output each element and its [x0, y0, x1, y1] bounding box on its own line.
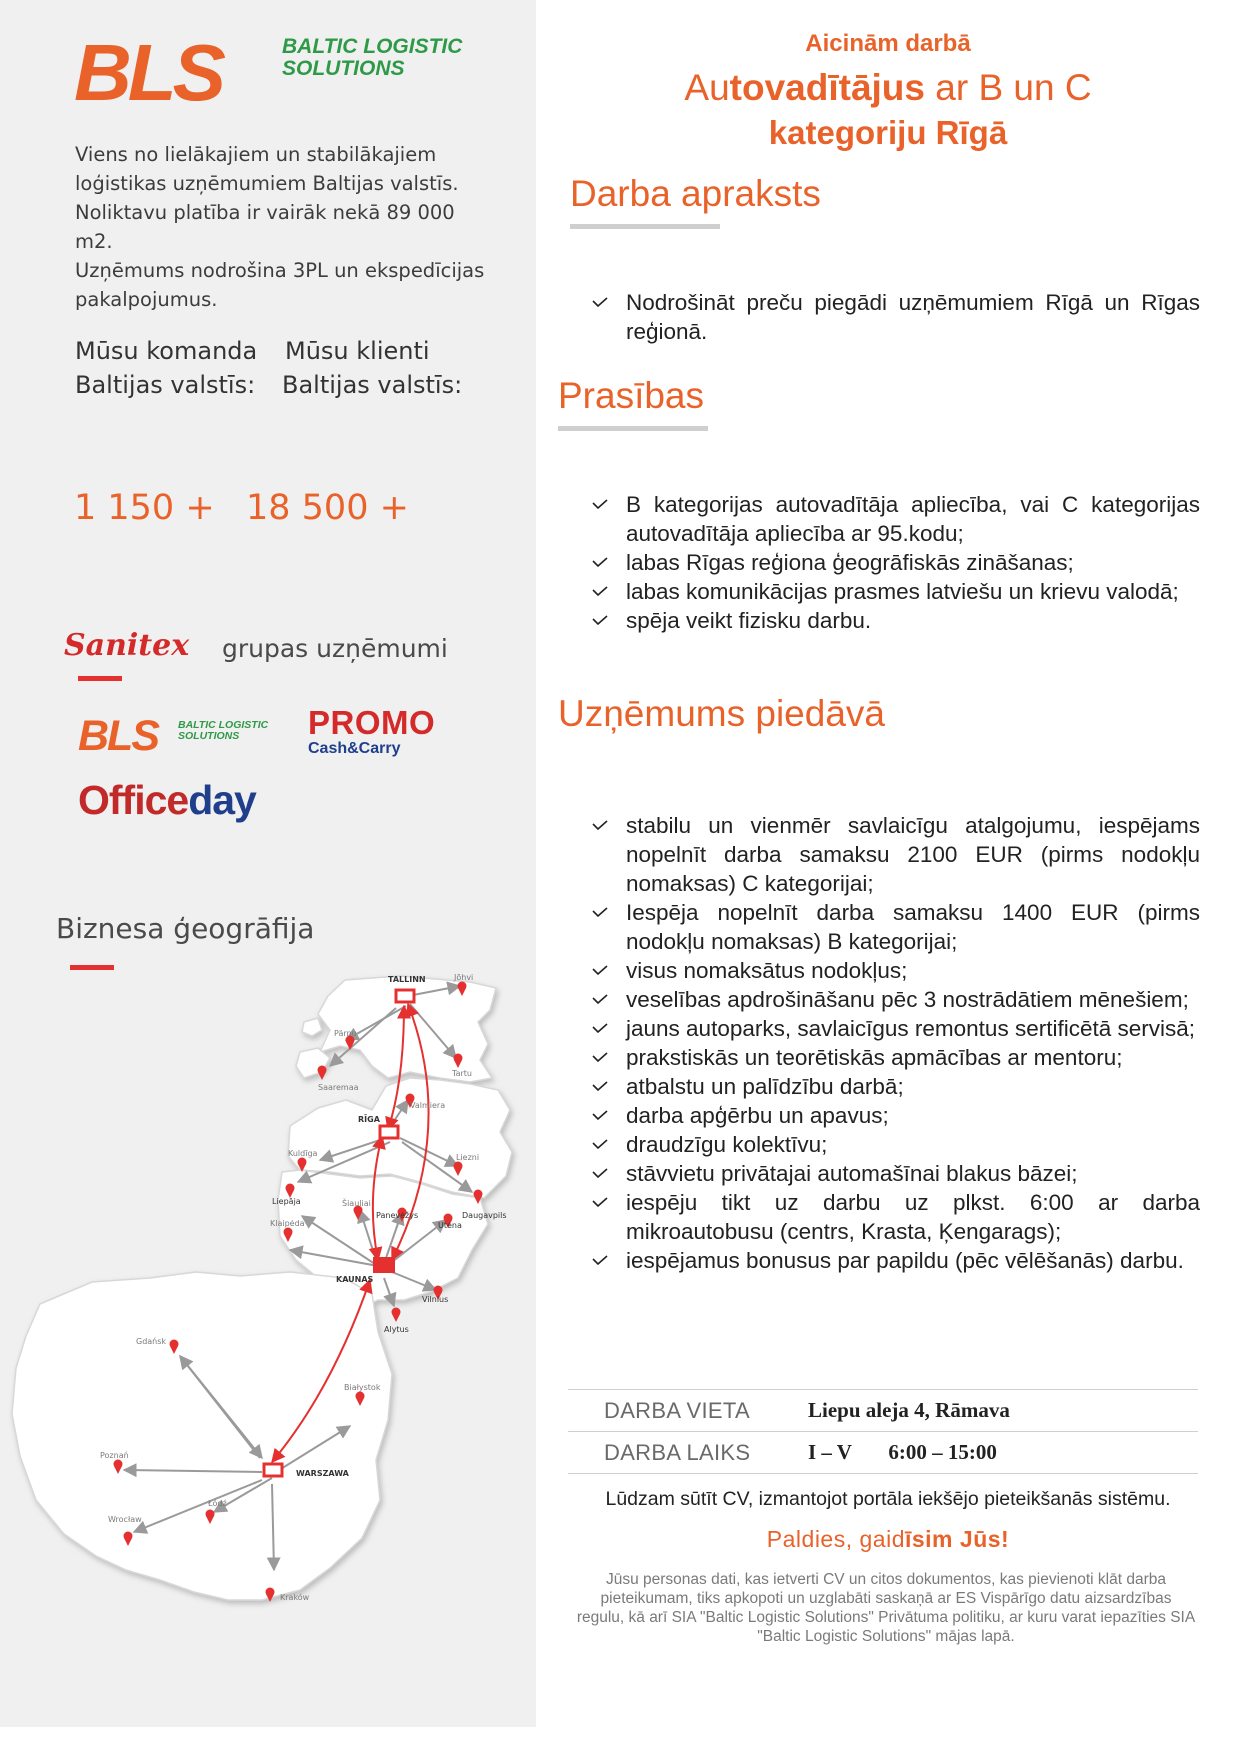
team-value: 1 150 +: [74, 488, 215, 528]
work-time-label: DARBA LAIKS: [604, 1439, 751, 1465]
bls-logo: [74, 28, 494, 117]
officeday-logo: [78, 776, 256, 824]
bls-small-name: [178, 720, 268, 742]
list-item: [590, 1130, 1200, 1159]
list-item: [590, 1101, 1200, 1130]
promo-logo: [308, 706, 448, 758]
position-subtitle: kategoriju Rīgā: [768, 114, 1008, 151]
bls-logo-mark: BLS: [74, 28, 222, 117]
map-label: Utena: [438, 1221, 462, 1230]
thanks-text: [536, 1526, 1240, 1553]
clients-label-line2: Baltijas valstīs:: [282, 371, 463, 399]
map-label: Kraków: [280, 1593, 310, 1602]
hiiumaa-shape: [302, 1018, 322, 1036]
map-label: Łódź: [208, 1499, 227, 1508]
list-item-text: darba apģērbu un apavus;: [626, 1103, 889, 1128]
list-item-text: labas Rīgas reģiona ģeogrāfiskās zināšanas;: [626, 550, 1074, 575]
check-icon: [592, 965, 608, 975]
map-label: Klaipėda: [270, 1219, 305, 1228]
list-item-text: labas komunikācijas prasmes latviešu un krievu valodā;: [626, 579, 1179, 604]
map-label: Pärnu: [334, 1029, 357, 1038]
bls-logo-name-line1: BALTIC LOGISTIC: [282, 35, 463, 58]
check-icon: [592, 1197, 608, 1207]
sanitex-logo: Sanitex: [64, 628, 190, 663]
map-label: Białystok: [344, 1383, 381, 1392]
check-icon: [592, 1139, 608, 1149]
bls-small-logo: [78, 714, 298, 758]
check-icon: [592, 1052, 608, 1062]
check-icon: [592, 994, 608, 1004]
map-label: Tartu: [452, 1069, 472, 1078]
check-icon: [592, 1168, 608, 1178]
officeday-logo-part1: Office: [78, 777, 189, 823]
company-intro: [75, 140, 495, 314]
list-item-text: visus nomaksātus nodokļus;: [626, 958, 908, 983]
list-item: [590, 1014, 1200, 1043]
list-item: [590, 956, 1200, 985]
bls-small-name-line2: SOLUTIONS: [178, 730, 240, 742]
position-title-part: tovadītājus: [729, 67, 925, 108]
list-item: [590, 1188, 1200, 1246]
clients-label: [282, 334, 462, 402]
group-text: grupas uzņēmumi: [222, 634, 448, 663]
list-item: [590, 1159, 1200, 1188]
list-item: [590, 490, 1200, 548]
map-label: Liepāja: [272, 1197, 301, 1206]
description-underline: [570, 224, 720, 229]
team-label: [75, 334, 257, 402]
thanks-text-part: Paldies, gaid: [766, 1526, 905, 1552]
map-label: Valmiera: [410, 1101, 446, 1110]
work-place-value: Liepu aleja 4, Rāmava: [808, 1398, 1010, 1422]
promo-logo-text: PROMO: [308, 704, 436, 741]
list-item: [590, 288, 1200, 346]
check-icon: [592, 820, 608, 830]
business-map: [0, 960, 536, 1640]
list-item-text: atbalstu un palīdzību darbā;: [626, 1074, 904, 1099]
officeday-logo-part2: day: [188, 777, 256, 823]
map-label: Poznań: [100, 1451, 129, 1460]
map-label: Liezni: [456, 1153, 480, 1162]
list-item-text: Nodrošināt preču piegādi uzņēmumiem Rīgā un Rīgas reģionā.: [626, 290, 1200, 344]
list-item-text: spēja veikt fizisku darbu.: [626, 608, 872, 633]
list-item: [590, 606, 1200, 635]
team-label-line2: Baltijas valstīs:: [75, 371, 256, 399]
check-icon: [592, 1023, 608, 1033]
list-item-text: veselības apdrošināšanu pēc 3 nostrādātiem mēnešiem;: [626, 987, 1189, 1012]
team-label-line1: Mūsu komanda: [75, 337, 258, 365]
list-item: [590, 1043, 1200, 1072]
check-icon: [592, 907, 608, 917]
list-item-text: iespēju tikt uz darbu uz plkst. 6:00 ar darba mikroautobusu (centrs, Krasta, Ķengarags);: [626, 1190, 1200, 1244]
pin-icon: [266, 1588, 275, 1603]
check-icon: [592, 1081, 608, 1091]
bls-logo-name: [282, 36, 462, 80]
table-row: [568, 1432, 1198, 1474]
list-item-text: draudzīgu kolektīvu;: [626, 1132, 828, 1157]
requirements-title: Prasības: [558, 375, 705, 416]
list-item: [590, 898, 1200, 956]
left-panel: [0, 0, 536, 1727]
map-label: Gdańsk: [136, 1337, 167, 1346]
map-label: Alytus: [384, 1325, 409, 1334]
list-item-text: stabilu un vienmēr savlaicīgu atalgojumu, iespējams nopelnīt darba samaksu 2100 EUR (pirms nodokļu nomaksas) C kategorijai;: [626, 813, 1200, 896]
intro-line: pakalpojumus.: [75, 288, 218, 311]
intro-line: Uzņēmums nodrošina 3PL un ekspedīcijas: [75, 259, 485, 282]
intro-line: Viens no lielākajiem un stabilākajiem: [75, 143, 437, 166]
hub-riga: [380, 1126, 398, 1138]
position-title-part: ar B un C: [925, 67, 1092, 108]
promo-logo-subtext: Cash&Carry: [308, 740, 401, 757]
work-place-label: DARBA VIETA: [604, 1397, 750, 1423]
list-item: [590, 548, 1200, 577]
hub-tallinn: [396, 990, 414, 1002]
list-item-text: B kategorijas autovadītāja apliecība, vai C kategorijas autovadītāja apliecība ar 95.kodu;: [626, 492, 1200, 546]
position-title: [536, 64, 1240, 112]
map-label: WARSZAWA: [296, 1469, 349, 1478]
hub-kaunas: [374, 1258, 394, 1272]
bls-logo-name-line2: SOLUTIONS: [282, 57, 405, 80]
map-label: Vilnius: [422, 1295, 449, 1304]
list-item: [590, 811, 1200, 898]
check-icon: [592, 499, 608, 509]
check-icon: [592, 1110, 608, 1120]
map-label: TALLINN: [388, 975, 426, 984]
geography-title: Biznesa ģeogrāfija: [56, 912, 315, 945]
right-panel: [536, 0, 1240, 1753]
thanks-text-part: īsim Jūs!: [904, 1526, 1010, 1552]
map-label: Daugavpils: [462, 1211, 507, 1220]
intro-line: loģistikas uzņēmumiem Baltijas valstīs.: [75, 172, 459, 195]
sanitex-underline: [78, 676, 122, 681]
list-item-text: Iespēja nopelnīt darba samaksu 1400 EUR (pirms nodokļu nomaksas) B kategorijai;: [626, 900, 1200, 954]
map-label: Jõhvi: [454, 973, 474, 982]
check-icon: [592, 615, 608, 625]
check-icon: [592, 1255, 608, 1265]
map-label: Kuldīga: [288, 1149, 318, 1158]
requirements-list: [590, 490, 1200, 635]
requirements-underline: [558, 426, 708, 431]
position-title-part: Au: [684, 67, 730, 108]
pin-icon: [392, 1308, 401, 1323]
pin-icon: [318, 1066, 327, 1081]
description-list: [590, 288, 1200, 346]
check-icon: [592, 557, 608, 567]
list-item-text: prakstiskās un teorētiskās apmācības ar mentoru;: [626, 1045, 1123, 1070]
offer-list: [590, 811, 1200, 1275]
list-item: [590, 1072, 1200, 1101]
map-label: RĪGA: [358, 1115, 380, 1124]
map-label: Šiauliai: [342, 1199, 371, 1208]
list-item-text: jauns autoparks, savlaicīgus remontus sertificētā servisā;: [626, 1016, 1196, 1041]
map-label: KAUNAS: [336, 1275, 374, 1284]
invite-heading: Aicinām darbā: [805, 30, 971, 57]
bls-small-mark: BLS: [78, 712, 158, 760]
hub-warszawa: [264, 1464, 282, 1476]
offer-title: Uzņēmums piedāvā: [558, 693, 885, 734]
clients-label-line1: Mūsu klienti: [285, 337, 430, 365]
description-title: Darba apraksts: [570, 173, 821, 214]
check-icon: [592, 586, 608, 596]
job-info-table: [568, 1389, 1198, 1474]
check-icon: [592, 297, 608, 307]
list-item: [590, 577, 1200, 606]
bls-small-name-line1: BALTIC LOGISTIC: [178, 719, 269, 731]
table-row: [568, 1390, 1198, 1432]
list-item: [590, 1246, 1200, 1275]
work-time-value: I – V 6:00 – 15:00: [808, 1440, 997, 1464]
map-label: Panevėžys: [376, 1211, 419, 1220]
clients-value: 18 500 +: [246, 488, 409, 528]
map-label: Wrocław: [108, 1515, 142, 1524]
gdpr-notice: Jūsu personas dati, kas ietverti CV un citos dokumentos, kas pievienoti klāt darba pieteikumam, tiks apkopoti un uzglabāti saskaņā ar ES Vispārīgo datu aizsardzības regulu, kā arī SIA "Baltic Logistic Solutions" Privātuma politiku, ar kuru varat iepazīties SIA "Baltic Logistic Solutions" mājas lapā.: [576, 1571, 1196, 1645]
list-item-text: iespējamus bonusus par papildu (pēc vēlēšanās) darbu.: [626, 1248, 1184, 1273]
intro-line: Noliktavu platība ir vairāk nekā 89 000 m2.: [75, 201, 455, 253]
send-cv-text: Lūdzam sūtīt CV, izmantojot portāla iekšējo pieteikšanās sistēmu.: [605, 1488, 1171, 1510]
list-item-text: stāvvietu privātajai automašīnai blakus bāzei;: [626, 1161, 1078, 1186]
list-item: [590, 985, 1200, 1014]
offer-underline: [558, 744, 708, 749]
map-label: Saaremaa: [318, 1083, 359, 1092]
